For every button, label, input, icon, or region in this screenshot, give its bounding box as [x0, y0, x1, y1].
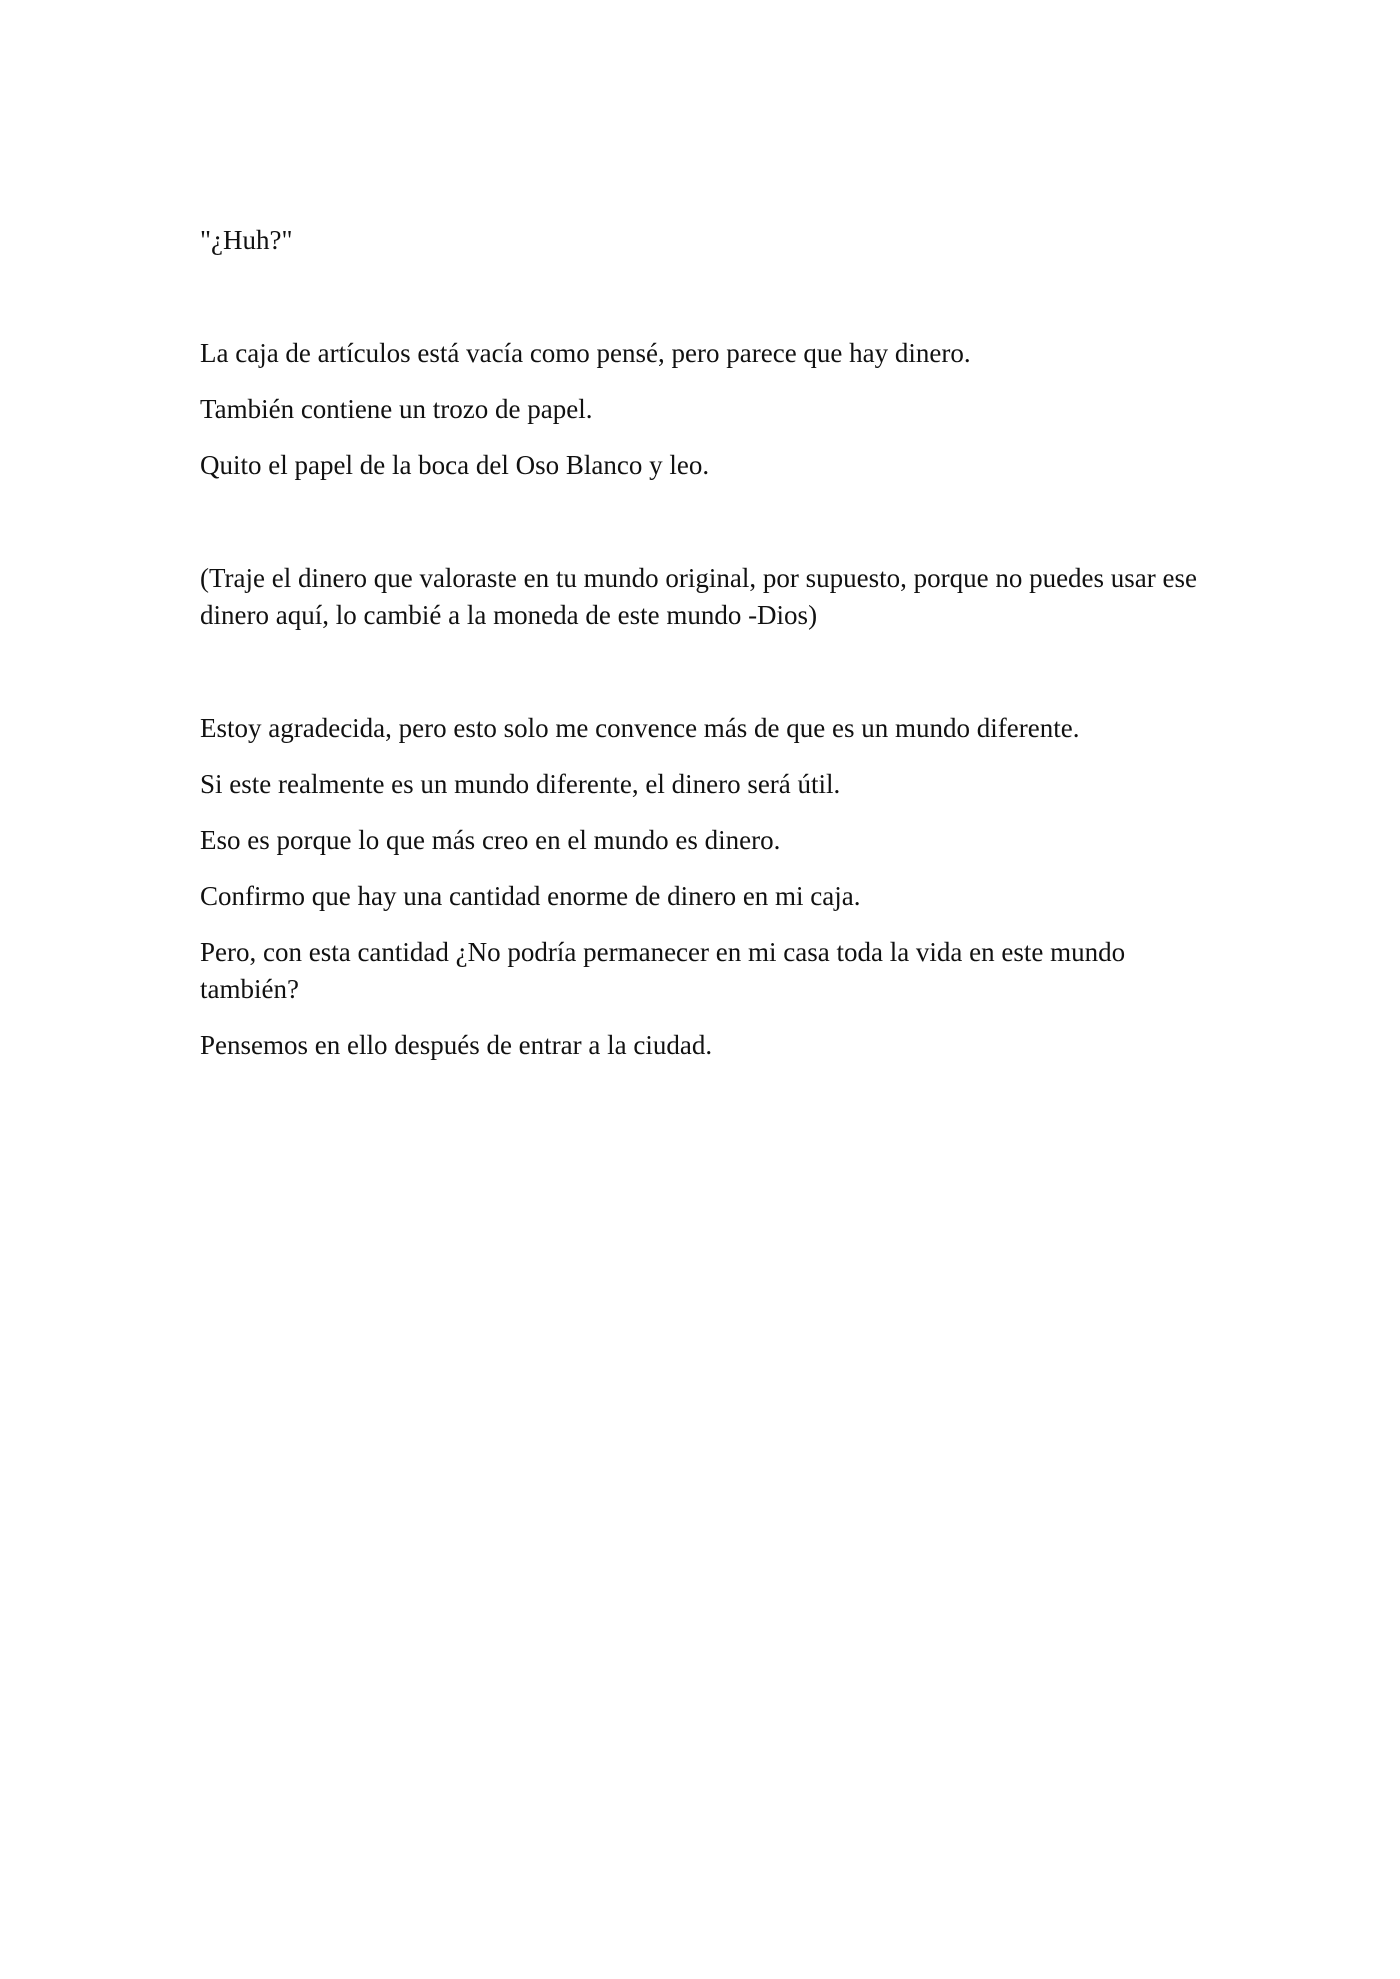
paragraph-5-god-note: (Traje el dinero que valoraste en tu mundo original, por supuesto, porque no puedes usar ese dinero aquí, lo cambié a la moneda de este mundo -Dios) [200, 563, 1198, 630]
document-body [200, 222, 1210, 1064]
paragraph-4: Quito el papel de la boca del Oso Blanco y leo. [200, 450, 710, 480]
paragraph-7: Si este realmente es un mundo diferente, el dinero será útil. [200, 769, 841, 799]
paragraph-1: "¿Huh?" [200, 225, 293, 255]
paragraph-3: También contiene un trozo de papel. [200, 394, 593, 424]
paragraph-8: Eso es porque lo que más creo en el mundo es dinero. [200, 825, 781, 855]
paragraph-6: Estoy agradecida, pero esto solo me convence más de que es un mundo diferente. [200, 713, 1080, 743]
paragraph-11: Pensemos en ello después de entrar a la ciudad. [200, 1030, 713, 1060]
paragraph-10: Pero, con esta cantidad ¿No podría permanecer en mi casa toda la vida en este mundo también? [200, 937, 1126, 1004]
paragraph-2: La caja de artículos está vacía como pensé, pero parece que hay dinero. [200, 338, 971, 368]
paragraph-9: Confirmo que hay una cantidad enorme de dinero en mi caja. [200, 881, 861, 911]
